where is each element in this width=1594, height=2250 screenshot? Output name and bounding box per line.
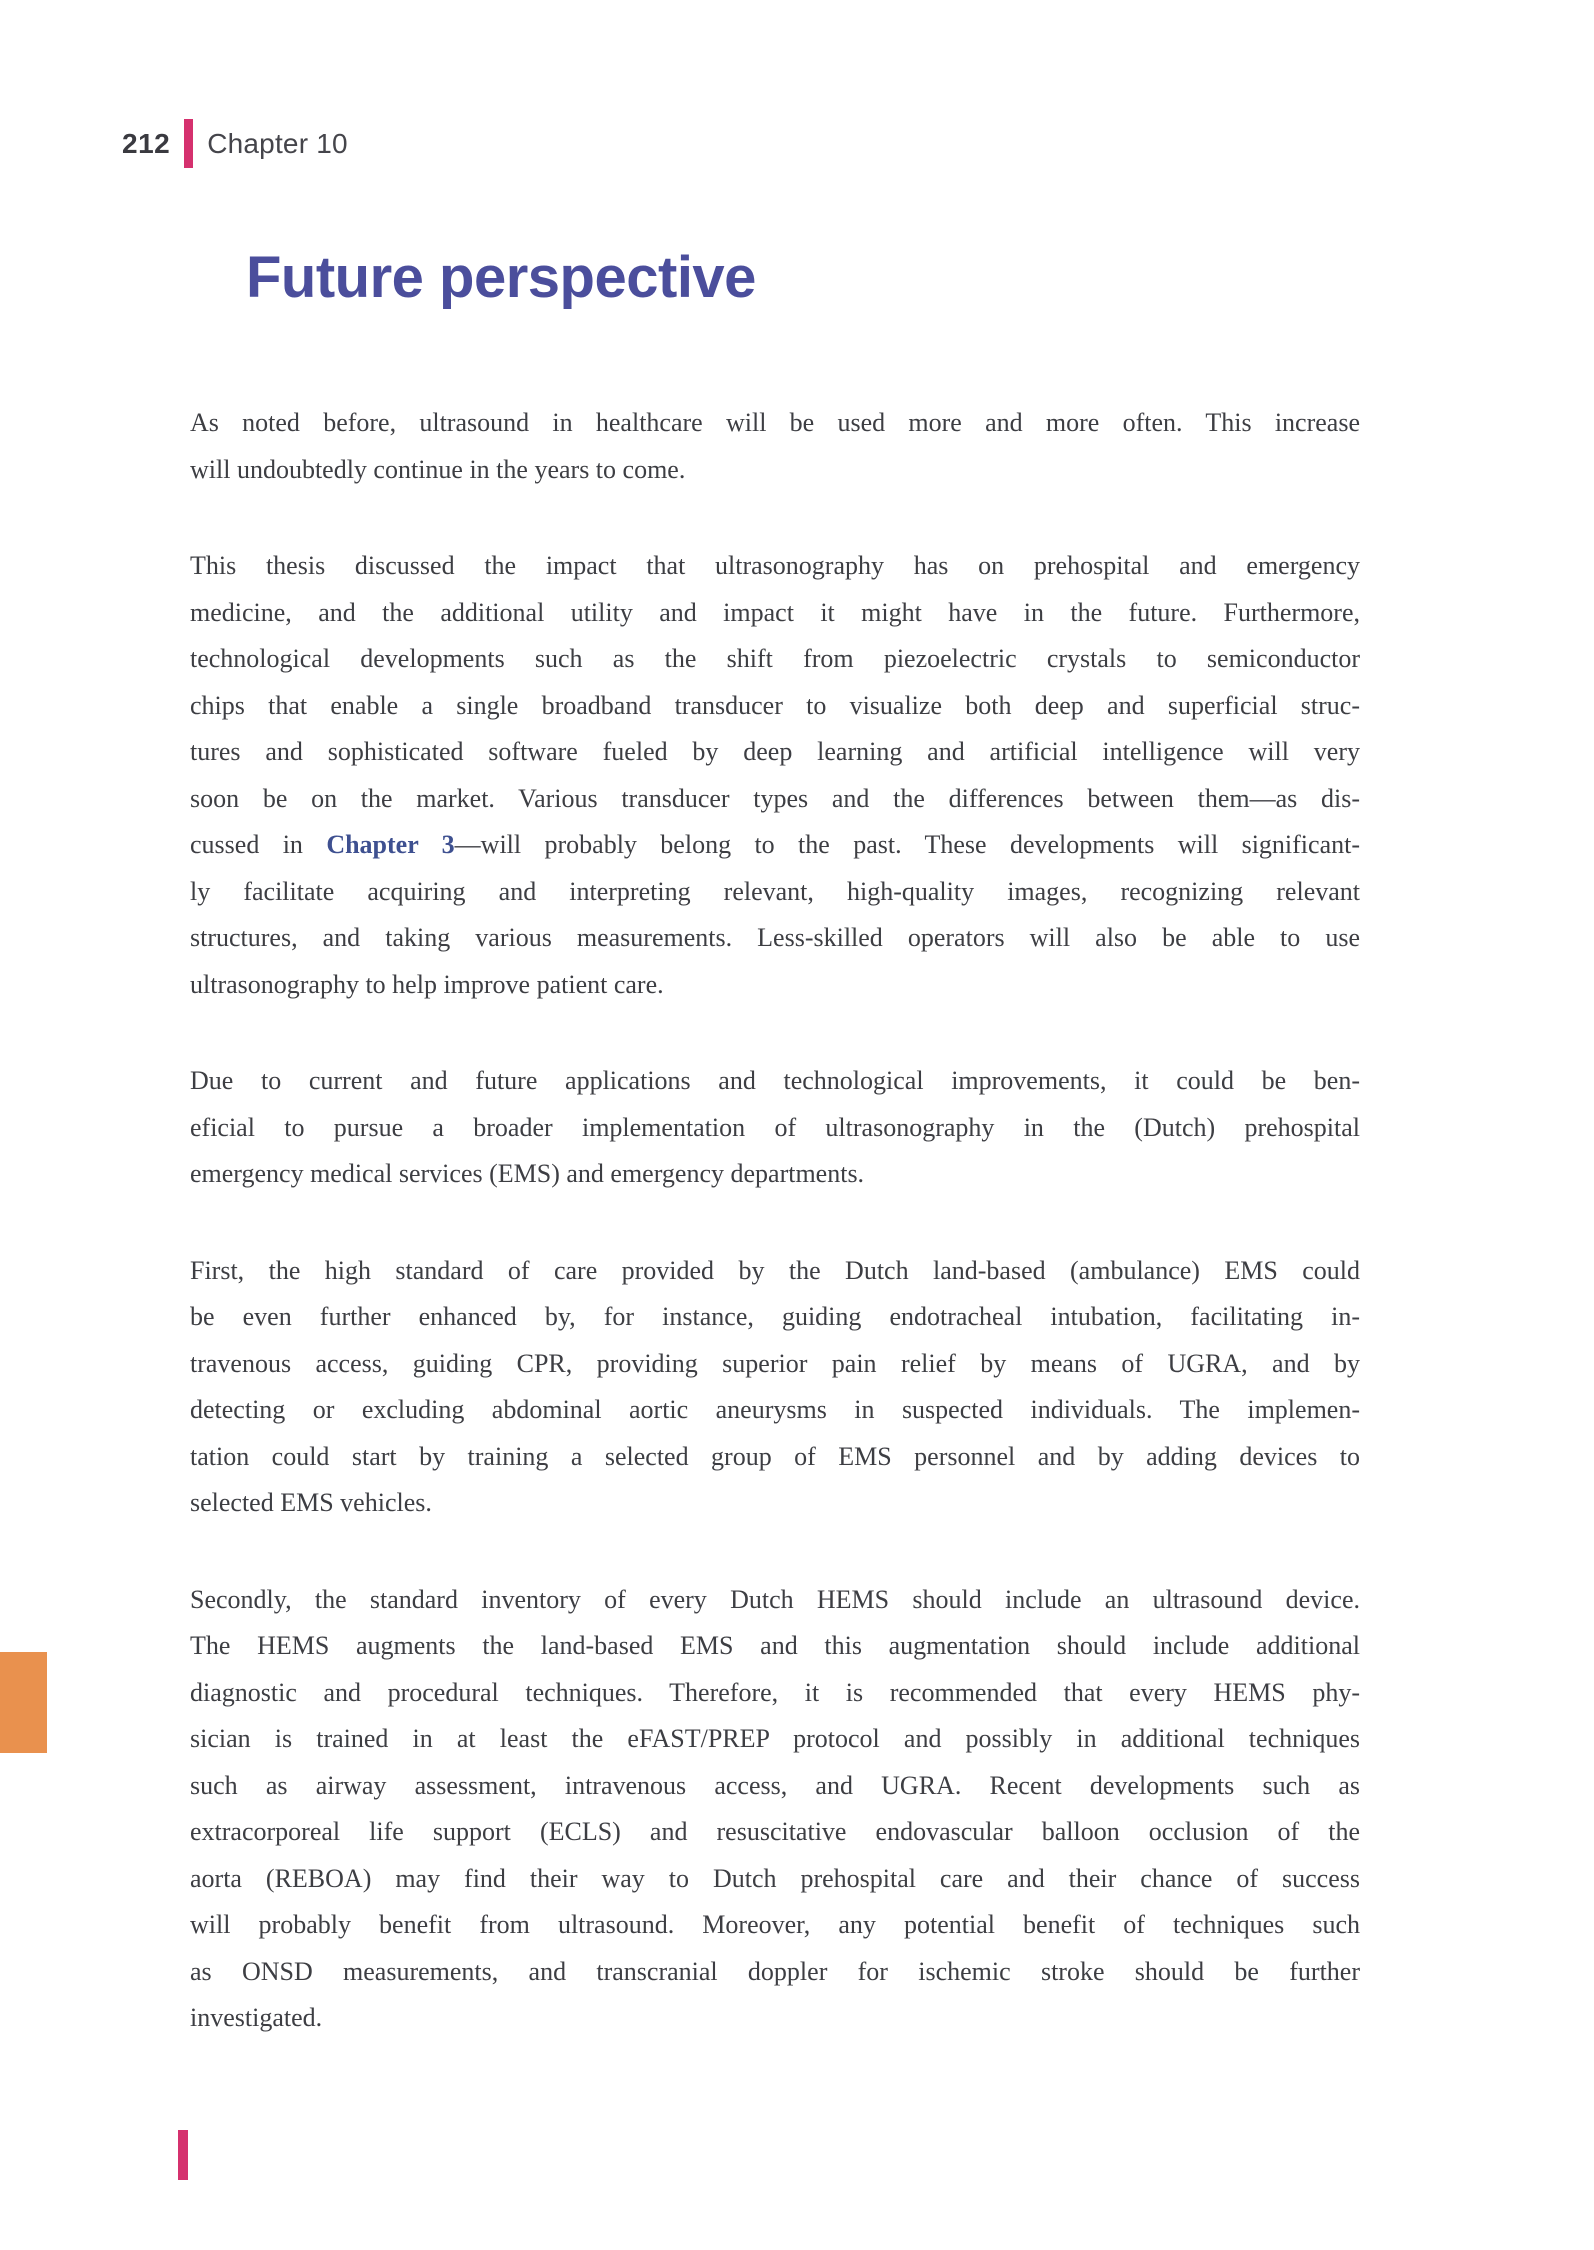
text-line: will probably benefit from ultrasound. Moreover, any potential benefit of techniques such [190, 1910, 1360, 1939]
text-line: The HEMS augments the land-based EMS and this augmentation should include additional [190, 1631, 1360, 1660]
text-line: such as airway assessment, intravenous access, and UGRA. Recent developments such as [190, 1770, 1360, 1800]
paragraph [190, 1248, 1360, 1527]
text-line [190, 822, 1360, 869]
text-line: technological developments such as the shift from piezoelectric crystals to semiconductor [190, 644, 1360, 673]
text-line: eficial to pursue a broader implementation of ultrasonography in the (Dutch) prehospital [190, 1112, 1360, 1142]
text-segment: —will probably belong to the past. These developments will significant- [454, 830, 1360, 859]
paragraph [190, 543, 1360, 1008]
text-line: selected EMS vehicles. [190, 1488, 432, 1517]
chapter-label: Chapter 10 [207, 127, 348, 159]
text-line: ultrasonography to help improve patient care. [190, 969, 664, 999]
text-line: Secondly, the standard inventory of every Dutch HEMS should include an ultrasound device. [190, 1584, 1360, 1614]
paragraph [190, 400, 1360, 493]
text-segment: cussed in [190, 830, 327, 859]
footer-accent-bar [178, 2130, 188, 2180]
text-line: sician is trained in at least the eFAST/PREP protocol and possibly in additional techniques [190, 1724, 1360, 1753]
text-line: soon be on the market. Various transducer types and the differences between them—as dis- [190, 783, 1360, 813]
paragraph [190, 1577, 1360, 2042]
paragraph [190, 1058, 1360, 1198]
text-line: tures and sophisticated software fueled by deep learning and artificial intelligence will very [190, 737, 1360, 766]
text-line: extracorporeal life support (ECLS) and resuscitative endovascular balloon occlusion of the [190, 1817, 1360, 1846]
text-line: detecting or excluding abdominal aortic aneurysms in suspected individuals. The implemen- [190, 1395, 1360, 1424]
text-line: emergency medical services (EMS) and emergency departments. [190, 1159, 865, 1188]
text-line: medicine, and the additional utility and impact it might have in the future. Furthermore, [190, 597, 1360, 627]
text-line: be even further enhanced by, for instance, guiding endotracheal intubation, facilitating in- [190, 1302, 1360, 1331]
text-line: will undoubtedly continue in the years to come. [190, 454, 686, 484]
page-header [122, 119, 348, 168]
text-line: This thesis discussed the impact that ultrasonography has on prehospital and emergency [190, 551, 1360, 580]
body-text [190, 400, 1360, 2042]
page-title: Future perspective [246, 245, 756, 310]
text-line: travenous access, guiding CPR, providing superior pain relief by means of UGRA, and by [190, 1348, 1360, 1378]
text-line: aorta (REBOA) may find their way to Dutch prehospital care and their chance of success [190, 1863, 1360, 1893]
text-line: investigated. [190, 2003, 323, 2032]
text-line: ly facilitate acquiring and interpreting relevant, high-quality images, recognizing relevant [190, 876, 1360, 906]
chapter-3-link[interactable]: Chapter 3 [326, 830, 455, 859]
text-line: as ONSD measurements, and transcranial doppler for ischemic stroke should be further [190, 1956, 1360, 1986]
header-accent-bar [184, 119, 193, 168]
text-line: chips that enable a single broadband transducer to visualize both deep and superficial struc- [190, 690, 1360, 720]
text-line: tation could start by training a selected group of EMS personnel and by adding devices to [190, 1441, 1360, 1471]
text-line: First, the high standard of care provided by the Dutch land-based (ambulance) EMS could [190, 1255, 1360, 1285]
page-number: 212 [122, 127, 171, 159]
text-line: As noted before, ultrasound in healthcare will be used more and more often. This increase [190, 408, 1360, 437]
text-line: structures, and taking various measurements. Less-skilled operators will also be able to use [190, 923, 1360, 952]
text-line: Due to current and future applications and technological improvements, it could be ben- [190, 1066, 1360, 1095]
text-line: diagnostic and procedural techniques. Therefore, it is recommended that every HEMS phy- [190, 1677, 1360, 1707]
orange-side-marker [0, 1652, 47, 1753]
